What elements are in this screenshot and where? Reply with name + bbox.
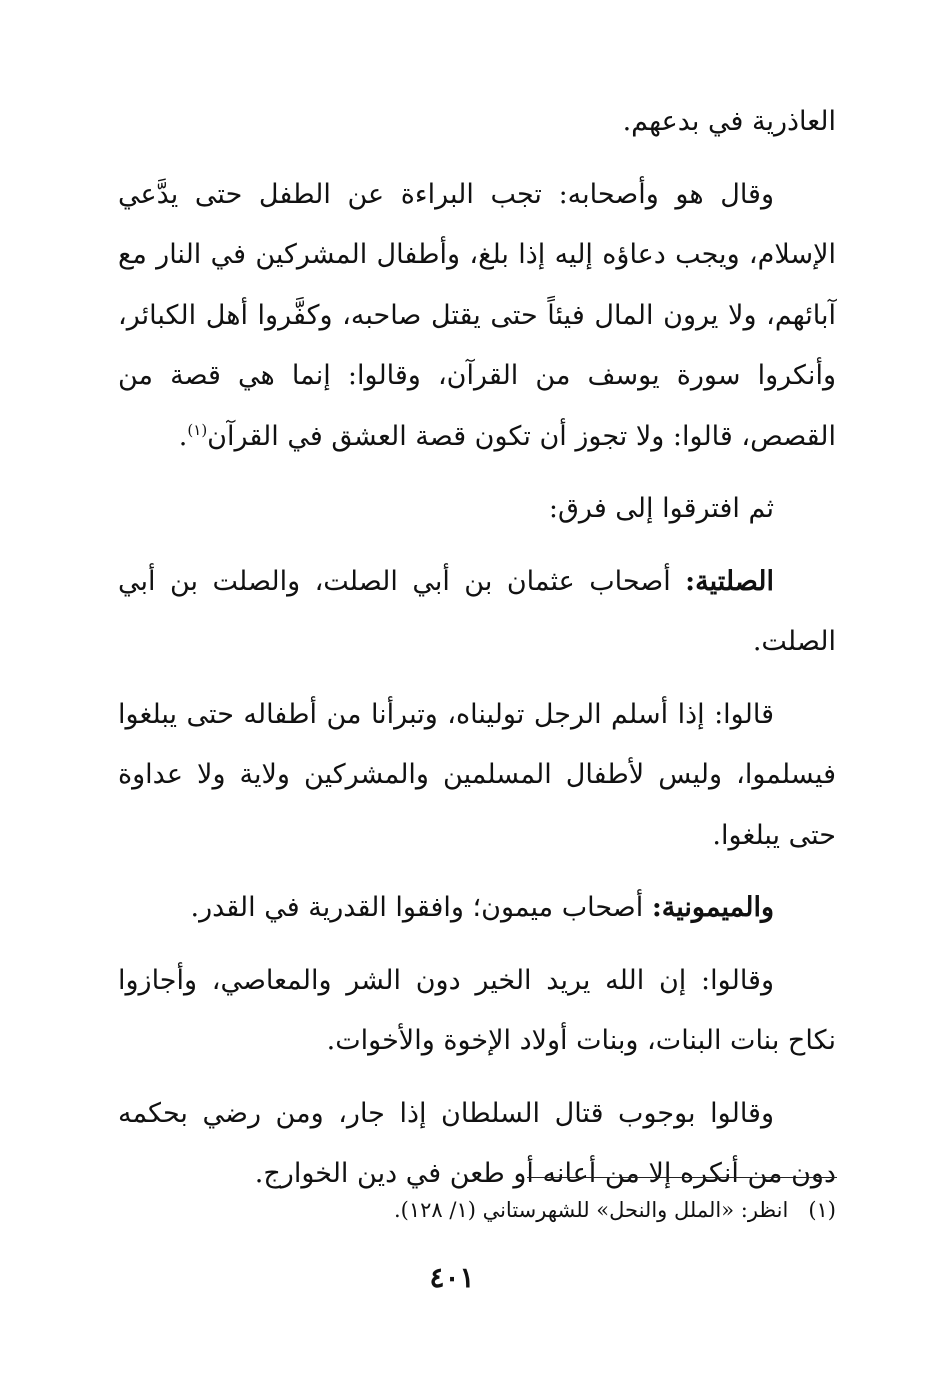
- footnote: [200, 1192, 836, 1228]
- term-maymuniya: والميمونية:: [651, 892, 774, 923]
- paragraph-8: وقالوا بوجوب قتال السلطان إذا جار، ومن رضي بحكمه دون من أنكره إلا من أعانه أو طعن في دين الخوارج.: [118, 1097, 836, 1189]
- paragraph-1: العاذرية في بدعهم.: [622, 106, 836, 137]
- paragraph-7: وقالوا: إن الله يريد الخير دون الشر والمعاصي، وأجازوا نكاح بنات البنات، وبنات أولاد الإخوة والأخوات.: [118, 964, 836, 1056]
- term-salatiya: الصلتية:: [685, 565, 774, 597]
- paragraph-6: والميمونية: أصحاب ميمون؛ وافقوا القدرية في القدر.: [190, 892, 774, 923]
- paragraph-3: ثم افترقوا إلى فرق:: [548, 493, 774, 524]
- footnote-number: (١): [808, 1198, 836, 1222]
- page-number: ٤٠١: [429, 1261, 475, 1294]
- main-text: [118, 92, 836, 1213]
- paragraph-5: قالوا: إذا أسلم الرجل توليناه، وتبرأنا من أطفاله حتى يبلغوا فيسلموا، وليس لأطفال المسلمين والمشركين ولاية ولا عداوة حتى يبلغوا.: [118, 698, 836, 851]
- footnote-text: انظر: «الملل والنحل» للشهرستاني (١/ ١٢٨).: [393, 1198, 789, 1222]
- paragraph-4: الصلتية: أصحاب عثمان بن أبي الصلت، والصلت بن أبي الصلت.: [118, 565, 836, 657]
- footnote-reference[interactable]: (١): [187, 420, 208, 439]
- paragraph-2: وقال هو وأصحابه: تجب البراءة عن الطفل حتى يدَّعي الإسلام، ويجب دعاؤه إليه إذا بلغ، وأطفال المشركين في النار مع آبائهم، ولا يرون المال فيئاً حتى يقتل صاحبه، وكفَّروا أهل الكبائر، وأنكروا سورة يوسف من القرآن، وقالوا: إنما هي قصة من القصص، قالوا: ولا تجوز أن تكون قصة العشق في القرآن$^{(١)}$.: [118, 178, 836, 452]
- footnote-divider: [527, 1177, 837, 1178]
